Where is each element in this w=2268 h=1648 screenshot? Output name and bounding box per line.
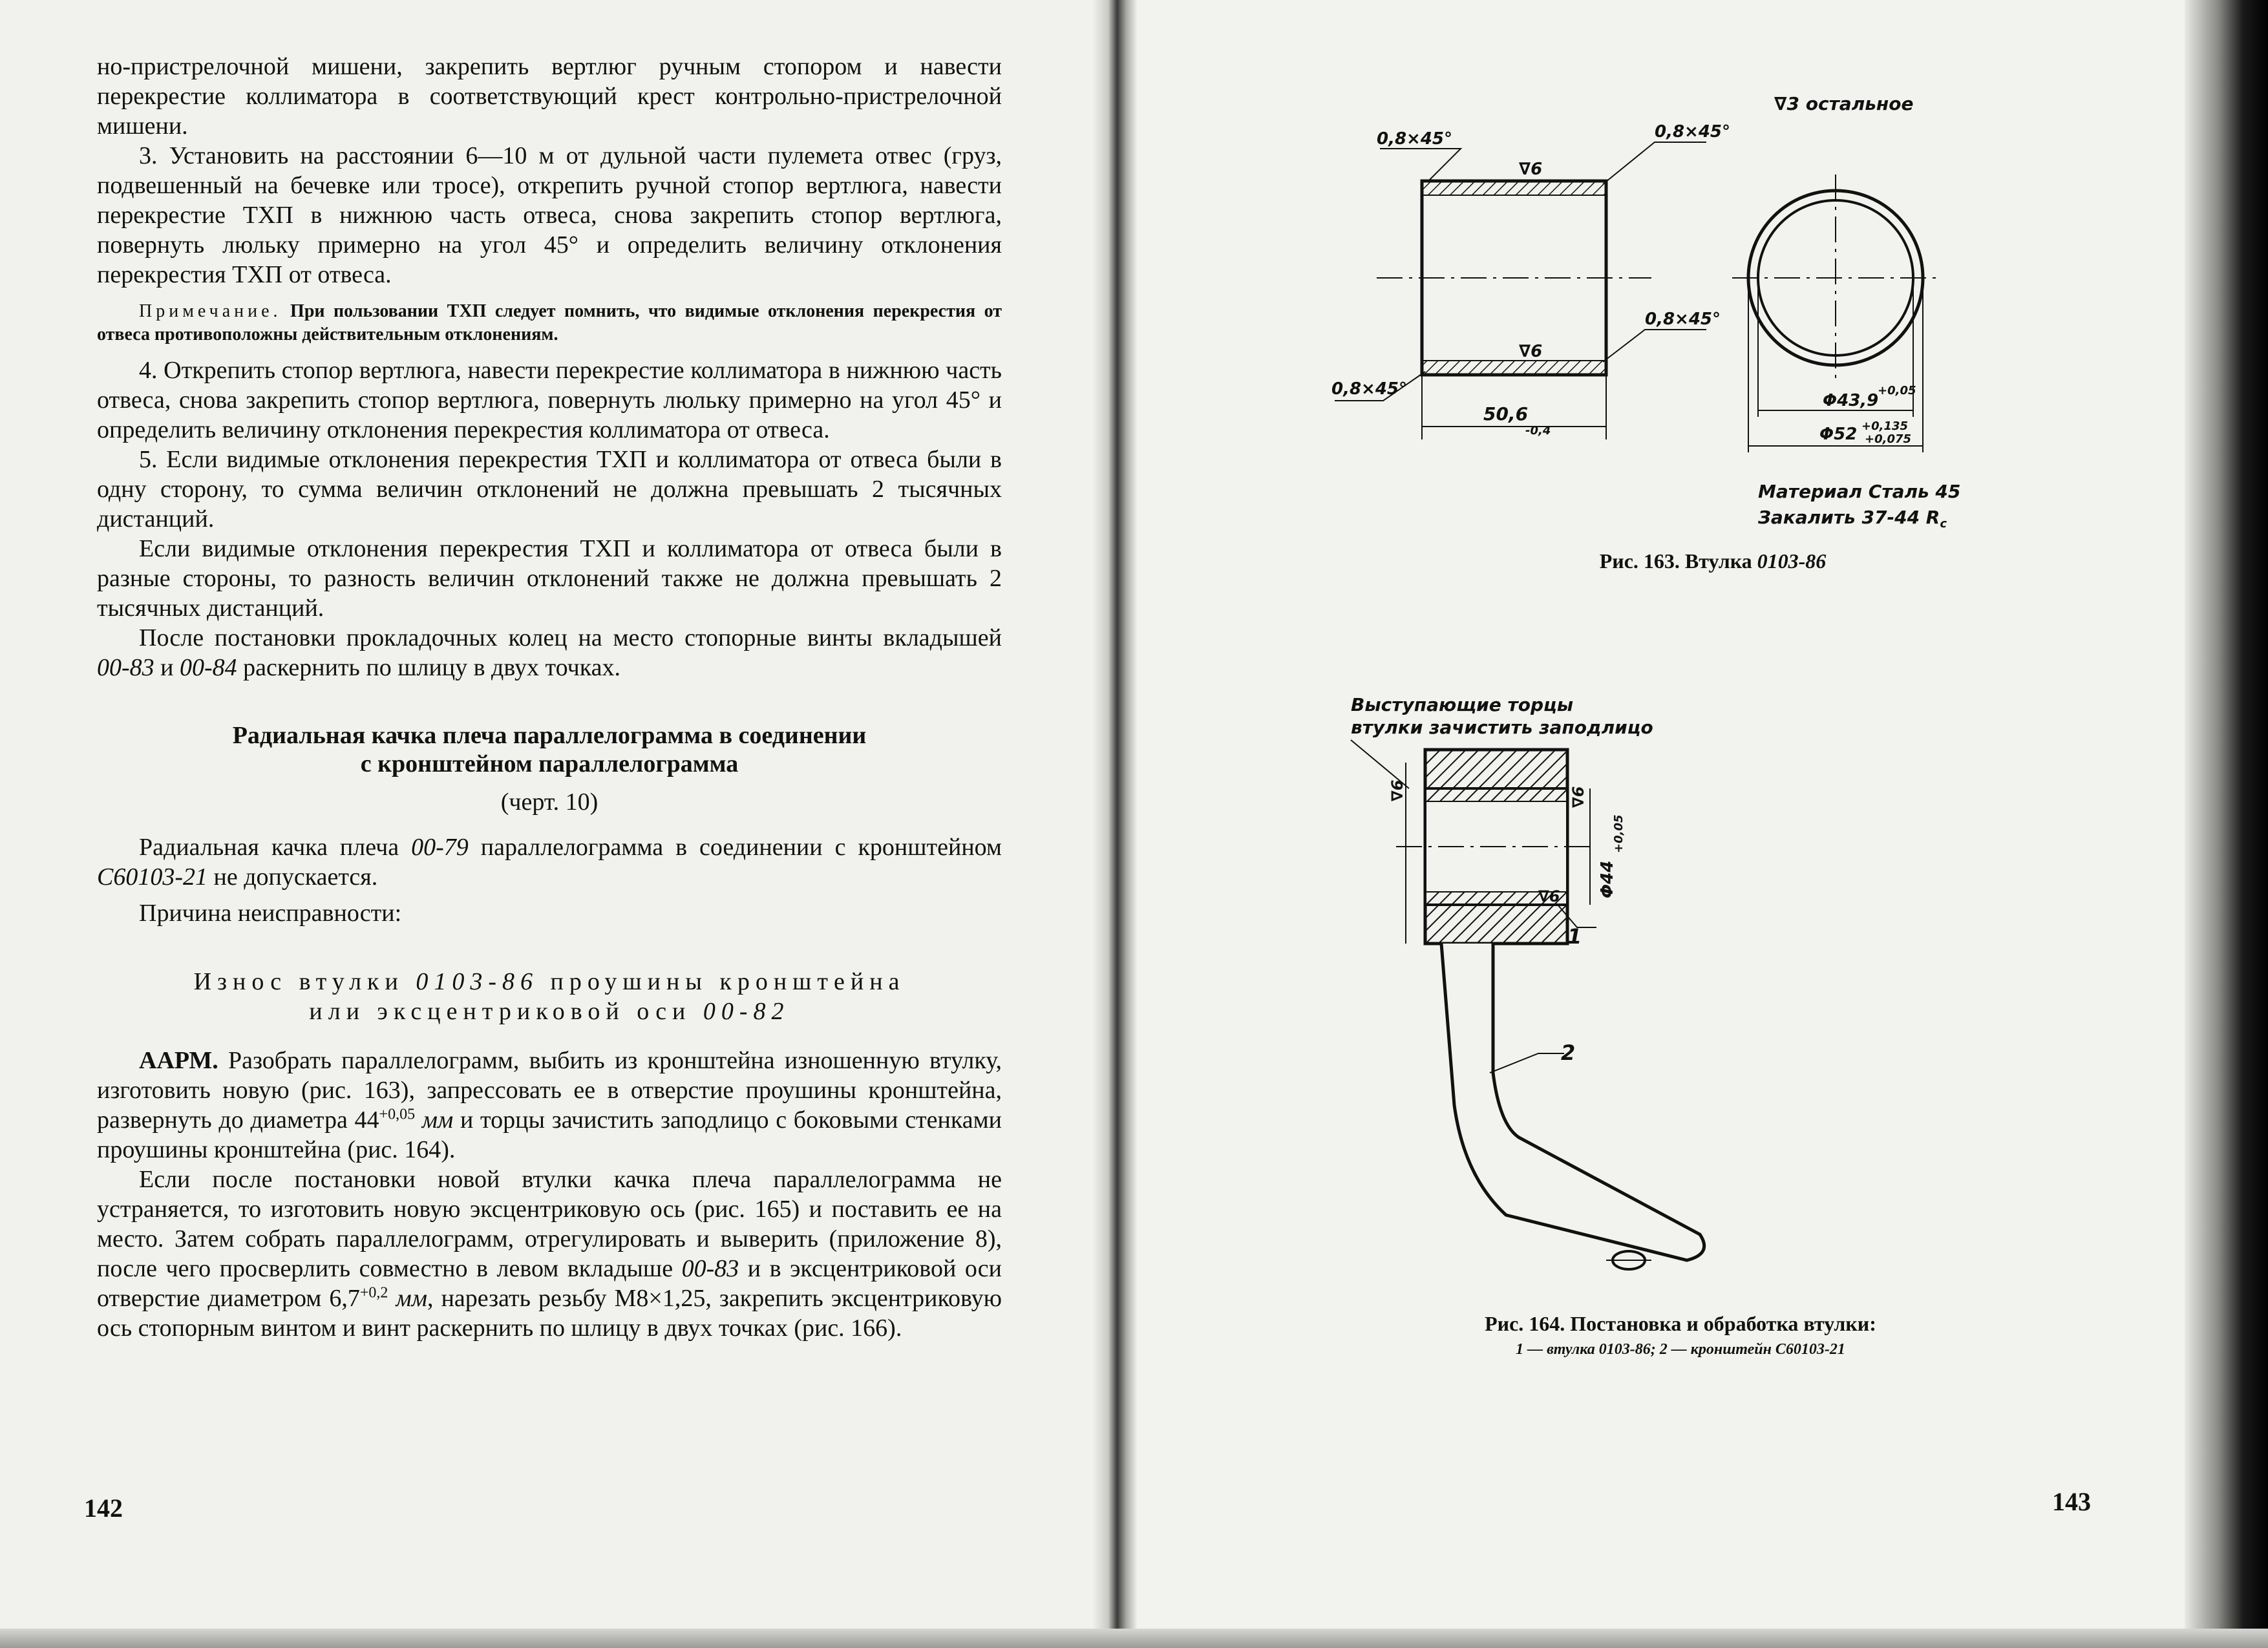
text-run: После постановки прокладочных колец на место стопорные винты вкладышей	[139, 624, 1002, 651]
note-line: Выступающие торцы	[1351, 694, 1574, 715]
figure-164-caption-legend: 1 — втулка 0103-86; 2 — кронштейн С60103-21	[1516, 1341, 1845, 1358]
text-run: Если после постановки новой втулки качка плеча параллелограмма не устраняется, то изготовить новую эксцентриковую ось (рис. 165) и поставить ее на место. Затем собрать параллелограмм, отрегулировать и выверить (приложение 8), после чего просверлить совместно в левом вкладыше	[97, 1166, 1002, 1282]
chamfer-label: 0,8×45°	[1377, 129, 1453, 149]
text-run: Износ втулки	[193, 968, 416, 995]
note-label: Примечание.	[139, 301, 282, 321]
callout-2: 2	[1561, 1041, 1576, 1065]
part-number: 00-82	[703, 998, 790, 1025]
unit: мм	[421, 1106, 454, 1134]
cause-label: Причина неисправности:	[139, 900, 402, 927]
part-number: 00-84	[180, 654, 237, 681]
caption-text: Рис. 163. Втулка	[1599, 549, 1757, 573]
text-run: Радиальная качка плеча	[139, 834, 412, 861]
drawing-reference: (черт. 10)	[500, 788, 599, 816]
material-note: Материал Сталь 45	[1758, 481, 1961, 502]
bore-tolerance: +0,05	[1612, 814, 1626, 853]
part-number: 00-83	[97, 654, 154, 681]
chamfer-label: 0,8×45°	[1645, 310, 1721, 329]
callout-1: 1	[1567, 924, 1582, 949]
cause-line	[97, 997, 1002, 1026]
paragraph: 3. Установить на расстоянии 6—10 м от дульной части пулемета отвес (груз, подвешенный на бечевке или тросе), открепить ручной стопор вертлюга, навести перекрестие ТХП в нижнюю часть отвеса, снова закрепить стопор вертлюга, повернуть люльку примерно на угол 45° и определить величину отклонения перекрестия ТХП от отвеса.	[97, 142, 1002, 288]
book-gutter	[1092, 0, 1138, 1648]
surface-finish: ∇6	[1519, 342, 1543, 361]
surface-finish: ∇6	[1538, 887, 1560, 905]
cause-line	[97, 967, 1002, 997]
surface-finish: ∇6	[1388, 779, 1406, 801]
bushing-wall-top	[1422, 181, 1606, 195]
hardening-text: Закалить 37-44 R	[1758, 507, 1940, 528]
figure-163-bushing-drawing	[1293, 78, 2004, 530]
hardening-note	[1757, 507, 1947, 530]
page-number-right: 143	[2052, 1487, 2091, 1516]
hardening-subscript: c	[1940, 517, 1947, 530]
outer-tolerance-lower: +0,075	[1865, 432, 1912, 446]
outer-diameter: Φ52	[1819, 425, 1858, 444]
page-edge-shadow	[2185, 0, 2268, 1648]
paragraph	[97, 1165, 1002, 1343]
note-line: втулки зачистить заподлицо	[1351, 717, 1653, 738]
note-text: При пользовании ТХП следует помнить, что видимые отклонения перекрестия от отвеса противоположны действительным отклонениям.	[97, 301, 1002, 344]
text-run: , нарезать резьбу М8×1,25, закрепить эксцентриковую ось стопорным винтом и винт раскернить по шлицу в двух точках (рис. 166).	[97, 1285, 1002, 1342]
paragraph	[97, 1046, 1002, 1165]
inner-tolerance: +0,05	[1878, 384, 1916, 397]
text-run: и	[154, 654, 180, 681]
heading-line: с кронштейном параллелограмма	[360, 750, 739, 777]
aarm-label: ААРМ.	[139, 1047, 218, 1074]
paragraph: 4. Открепить стопор вертлюга, навести перекрестие коллиматора в нижнюю часть отвеса, снова закрепить стопор вертлюга, повернуть люльку примерно на угол 45° и определить величину отклонения перекрестия коллиматора от отвеса.	[97, 357, 1002, 443]
unit: мм	[396, 1285, 427, 1312]
bushing-wall-bottom	[1422, 361, 1606, 375]
paragraph: 5. Если видимые отклонения перекрестия ТХП и коллиматора от отвеса были в одну сторону, то сумма величин отклонений не должна превышать 2 тысячных дистанций.	[97, 446, 1002, 533]
part-number: 0103-86	[416, 968, 539, 995]
surface-note: ∇3 остальное	[1774, 93, 1914, 114]
outer-tolerance-upper: +0,135	[1861, 419, 1909, 433]
part-number: 00-79	[411, 834, 469, 861]
bore-diameter: Φ44	[1598, 860, 1617, 898]
leader-line	[1490, 1053, 1564, 1073]
tolerance: +0,2	[359, 1284, 388, 1302]
length-tolerance: -0,4	[1525, 424, 1551, 438]
text-run: не допускается.	[207, 863, 378, 891]
text-run: Разобрать параллелограмм, выбить из кронштейна изношенную втулку, изготовить новую (рис. 163), запрессовать ее в отверстие проушины кронштейна, развернуть до диаметра 44	[97, 1047, 1002, 1134]
length-dimension: 50,6	[1483, 403, 1529, 425]
note	[97, 300, 1002, 346]
page-number-left: 142	[84, 1494, 123, 1523]
leader-line	[1603, 330, 1706, 362]
leader-line	[1380, 149, 1461, 181]
text-run: параллелограмма в соединении с кронштейном	[468, 834, 1002, 861]
bracket-arm	[1441, 944, 1704, 1260]
fault-cause-heading	[97, 967, 1002, 1026]
part-number: С60103-21	[97, 863, 207, 891]
tolerance: +0,05	[379, 1106, 416, 1123]
text-run: проушины кронштейна	[538, 968, 906, 995]
paragraph	[97, 623, 1002, 682]
bushing-wall-top	[1425, 788, 1567, 801]
left-text-column	[97, 52, 1002, 1343]
part-number: 0103-86	[1757, 549, 1827, 573]
text-run: или эксцентриковой оси	[309, 998, 703, 1025]
chamfer-label: 0,8×45°	[1655, 122, 1731, 142]
figure-164-caption: Рис. 164. Постановка и обработка втулки:	[1485, 1312, 1876, 1335]
part-number: 00-83	[681, 1255, 739, 1282]
paragraph: но-пристрелочной мишени, закрепить вертлюг ручным стопором и навести перекрестие коллиматора в соответствующий крест контрольно-пристрелочной мишени.	[97, 53, 1002, 140]
figure-164-bracket-drawing	[1325, 685, 1777, 1305]
chamfer-label: 0,8×45°	[1331, 379, 1408, 399]
text-run: и торцы зачистить заподлицо с боковыми стенками проушины кронштейна (рис. 164).	[97, 1106, 1002, 1163]
paragraph: Если видимые отклонения перекрестия ТХП и коллиматора от отвеса были в разные стороны, то разность величин отклонений также не должна превышать 2 тысячных дистанций.	[97, 535, 1002, 622]
leader-line	[1603, 142, 1706, 184]
text-run: раскернить по шлицу в двух точках.	[237, 654, 621, 681]
figure-163-caption	[1487, 549, 1939, 573]
bottom-edge-shadow	[0, 1629, 2268, 1648]
surface-finish: ∇6	[1519, 160, 1543, 179]
inner-diameter: Φ43,9	[1823, 391, 1879, 410]
heading-line: Радиальная качка плеча параллелограмма в соединении	[232, 722, 867, 749]
surface-finish: ∇6	[1569, 786, 1587, 808]
text-run: и в эксцентриковой оси отверстие диаметром 6,7	[97, 1255, 1002, 1312]
section-heading	[97, 721, 1002, 778]
paragraph	[97, 832, 1002, 892]
